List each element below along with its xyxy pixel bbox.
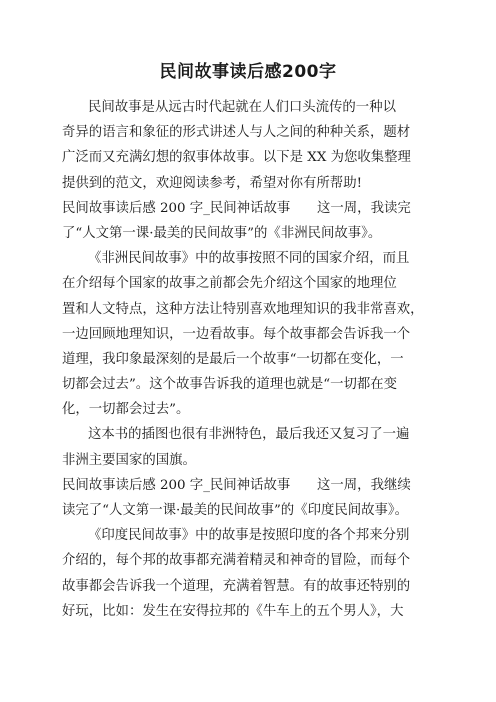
document-title: 民间故事读后感200字: [159, 62, 337, 82]
text-line: 奇异的语言和象征的形式讲述人与人之间的种种关系，题材: [62, 125, 411, 141]
text-line: 提供到的范文，欢迎阅读参考，希望对你有所帮助!: [62, 175, 362, 191]
text-line: 了“人文第一课·最美的民间故事”的《非洲民间故事》。: [62, 225, 382, 241]
text-line: 化，一切都会过去”。: [62, 402, 190, 418]
text-line: 置和人文特点，这种方法让特别喜欢地理知识的我非常喜欢，: [62, 301, 424, 317]
text-line: 在介绍每个国家的故事之前都会先介绍这个国家的地理位: [62, 276, 397, 292]
text-line: 《非洲民间故事》中的故事按照不同的国家介绍，而且: [88, 251, 410, 267]
text-line: 切都会过去”。这个故事告诉我的道理也就是“一切都在变: [62, 377, 398, 393]
text-line: 广泛而又充满幻想的叙事体故事。以下是 XX 为您收集整理: [62, 150, 411, 166]
text-line: 民间故事读后感 200 字_民间神话故事 这一周，我继续: [62, 477, 411, 493]
text-line: 道理，我印象最深刻的是最后一个故事“一切都在变化，一: [62, 351, 404, 367]
text-line: 民间故事是从远古时代起就在人们口头流传的一种以: [88, 100, 396, 115]
text-line: 故事都会告诉我一个道理，充满着智慧。有的故事还特别的: [62, 578, 411, 594]
document-body: [62, 95, 442, 624]
text-line: 介绍的，每个邦的故事都充满着精灵和神奇的冒险，而每个: [62, 553, 411, 569]
text-line: 《印度民间故事》中的故事是按照印度的各个邦来分别: [88, 528, 410, 544]
text-line: 一边回顾地理知识，一边看故事。每个故事都会告诉我一个: [62, 326, 411, 342]
text-line: 好玩，比如：发生在安得拉邦的《牛车上的五个男人》，大: [62, 603, 404, 619]
text-line: 这本书的插图也很有非洲特色，最后我还又复习了一遍: [88, 427, 410, 443]
text-line: 读完了“人文第一课·最美的民间故事”的《印度民间故事》。: [62, 503, 409, 518]
text-line: 非洲主要国家的国旗。: [62, 452, 196, 468]
text-line: 民间故事读后感 200 字_民间神话故事 这一周，我读完: [62, 200, 411, 216]
